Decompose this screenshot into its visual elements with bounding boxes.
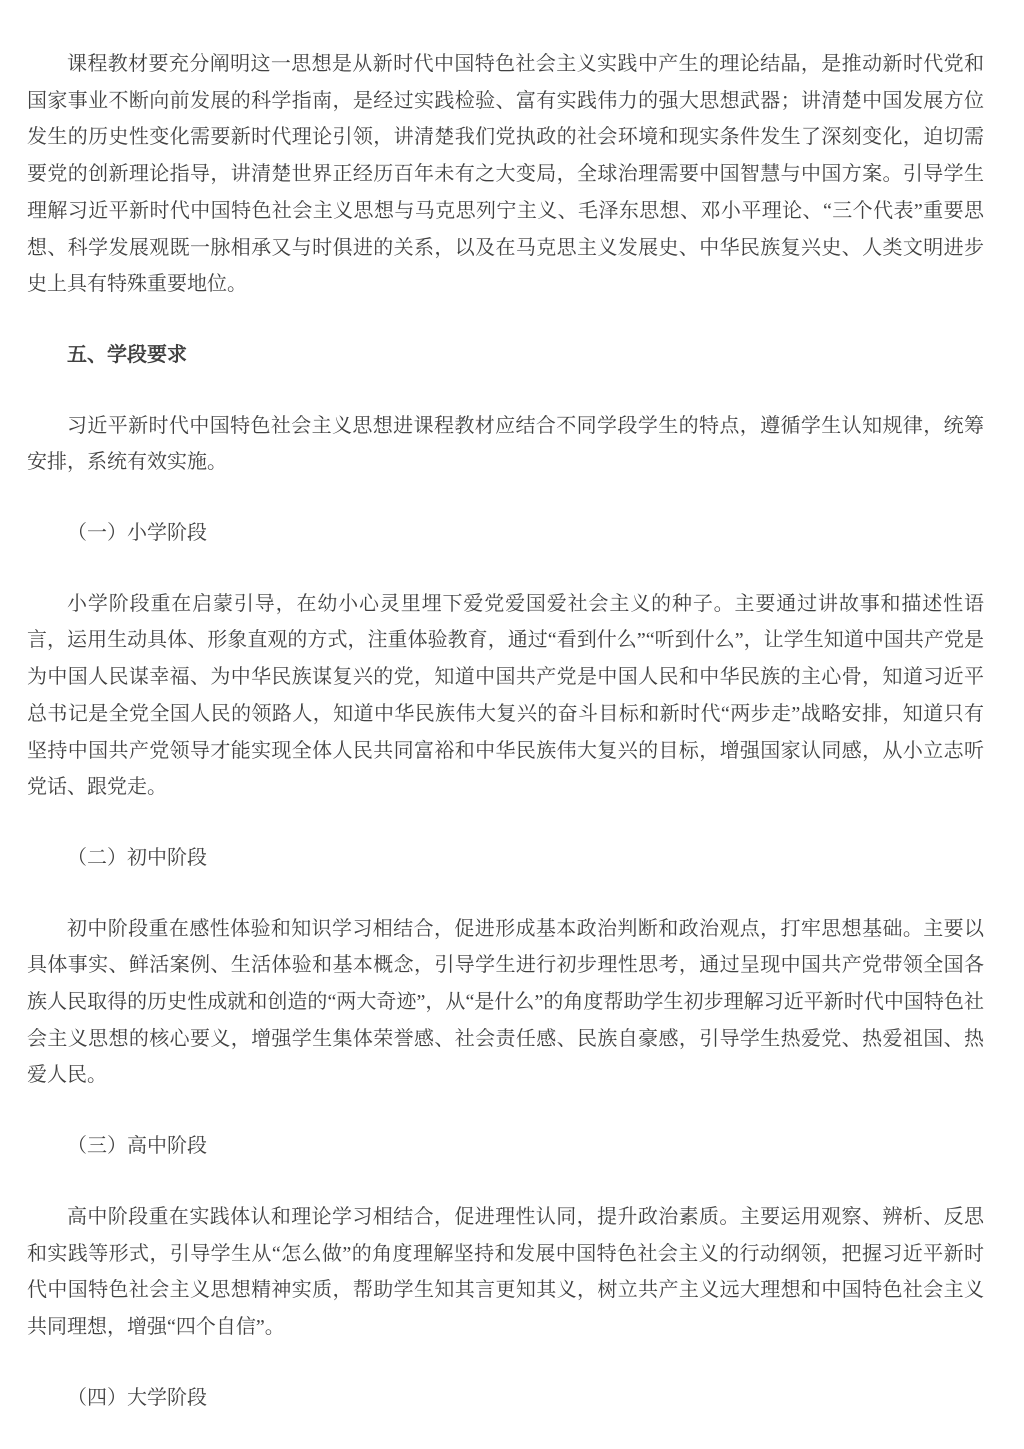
subheading-middle-school-stage: （二）初中阶段	[67, 846, 207, 869]
subheading-university-stage: （四）大学阶段	[67, 1386, 207, 1409]
paragraph-primary-school-stage: 小学阶段重在启蒙引导，在幼小心灵里埋下爱党爱国爱社会主义的种子。主要通过讲故事和描述性语言，运用生动具体、形象直观的方式，注重体验教育，通过“看到什么”“听到什么”，让学生知道中国共产党是为中国人民谋幸福、为中华民族谋复兴的党，知道中国共产党是中国人民和中华民族的主心骨，知道习近平总书记是全党全国人民的领路人，知道中华民族伟大复兴的奋斗目标和新时代“两步走”战略安排，知道只有坚持中国共产党领导才能实现全体人民共同富裕和中华民族伟大复兴的目标，增强国家认同感，从小立志听党话、跟党走。	[27, 592, 984, 799]
paragraph-middle-school-stage: 初中阶段重在感性体验和知识学习相结合，促进形成基本政治判断和政治观点，打牢思想基础。主要以具体事实、鲜活案例、生活体验和基本概念，引导学生进行初步理性思考，通过呈现中国共产党带领全国各族人民取得的历史性成就和创造的“两大奇迹”，从“是什么”的角度帮助学生初步理解习近平新时代中国特色社会主义思想的核心要义，增强学生集体荣誉感、社会责任感、民族自豪感，引导学生热爱党、热爱祖国、热爱人民。	[27, 917, 984, 1087]
paragraph-high-school-stage: 高中阶段重在实践体认和理论学习相结合，促进理性认同，提升政治素质。主要运用观察、辨析、反思和实践等形式，引导学生从“怎么做”的角度理解坚持和发展中国特色社会主义的行动纲领，把握习近平新时代中国特色社会主义思想精神实质，帮助学生知其言更知其义，树立共产主义远大理想和中国特色社会主义共同理想，增强“四个自信”。	[27, 1205, 984, 1338]
paragraph-course-material-overview: 课程教材要充分阐明这一思想是从新时代中国特色社会主义实践中产生的理论结晶，是推动新时代党和国家事业不断向前发展的科学指南，是经过实践检验、富有实践伟力的强大思想武器；讲清楚中国发展方位发生的历史性变化需要新时代理论引领，讲清楚我们党执政的社会环境和现实条件发生了深刻变化，迫切需要党的创新理论指导，讲清楚世界正经历百年未有之大变局，全球治理需要中国智慧与中国方案。引导学生理解习近平新时代中国特色社会主义思想与马克思列宁主义、毛泽东思想、邓小平理论、“三个代表”重要思想、科学发展观既一脉相承又与时俱进的关系，以及在马克思主义发展史、中华民族复兴史、人类文明进步史上具有特殊重要地位。	[27, 53, 984, 296]
section-heading-study-stage-requirements: 五、学段要求	[67, 343, 187, 366]
paragraph-study-stage-intro: 习近平新时代中国特色社会主义思想进课程教材应结合不同学段学生的特点，遵循学生认知规律，统筹安排，系统有效实施。	[27, 414, 984, 474]
subheading-primary-school-stage: （一）小学阶段	[67, 522, 207, 545]
subheading-high-school-stage: （三）高中阶段	[67, 1135, 207, 1158]
